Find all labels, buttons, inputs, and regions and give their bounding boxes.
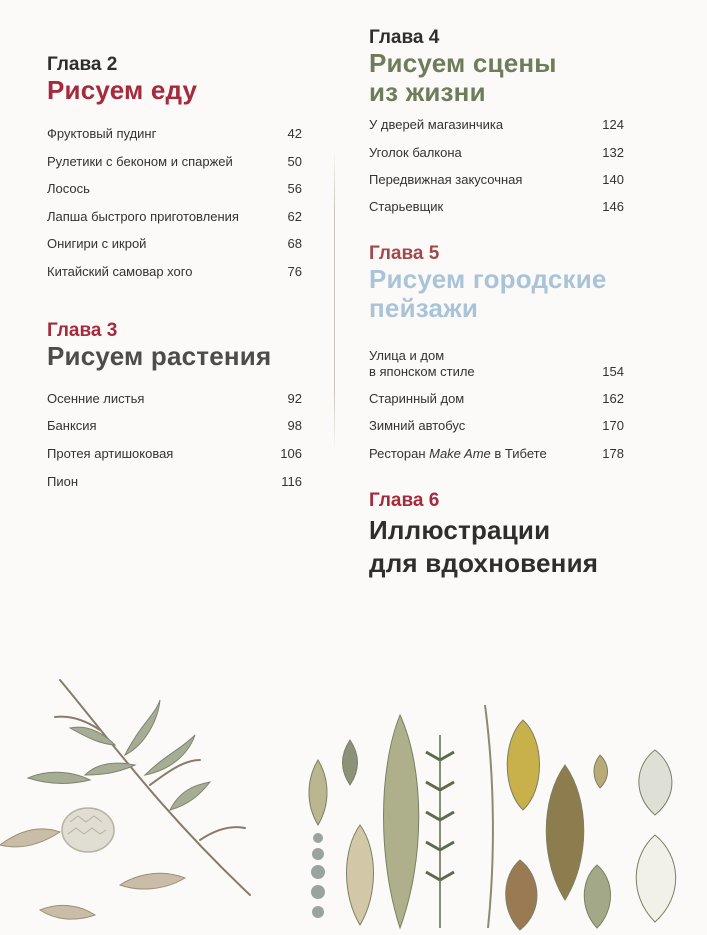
toc-entry-title-post: в Тибете <box>490 446 547 461</box>
toc-entry-title: Фруктовый пудинг <box>47 126 157 141</box>
toc-entry-title: Лосось <box>47 181 90 196</box>
chapter-2-heading <box>47 54 197 105</box>
toc-entry[interactable] <box>47 474 302 501</box>
toc-entry-page: 50 <box>287 154 302 169</box>
toc-entry[interactable] <box>47 126 302 154</box>
toc-entry-page: 154 <box>602 364 624 379</box>
toc-entry-title-line-1: Улица и дом <box>369 348 445 363</box>
toc-entry-page: 140 <box>602 172 624 187</box>
toc-entry[interactable] <box>369 348 624 391</box>
chapter-4-title-line-2: из жизни <box>369 77 486 107</box>
toc-entry-title: У дверей магазинчика <box>369 117 504 132</box>
toc-entry[interactable] <box>369 145 624 172</box>
chapter-3-title: Рисуем растения <box>47 341 272 371</box>
toc-entry-title: Уголок балкона <box>369 145 462 160</box>
toc-entry[interactable] <box>369 117 624 145</box>
toc-entry-title: Старьевщик <box>369 199 444 214</box>
toc-entry-page: 62 <box>287 209 302 224</box>
toc-entry-title: Передвижная закусочная <box>369 172 523 187</box>
toc-entry[interactable] <box>47 209 302 236</box>
leaf-row-illustration <box>309 705 676 930</box>
toc-entry-page: 162 <box>602 391 624 406</box>
toc-entry-page: 106 <box>280 446 302 461</box>
toc-entry-page: 56 <box>287 181 302 196</box>
toc-entry-title: Онигири с икрой <box>47 236 147 251</box>
botanical-illustration <box>0 660 707 935</box>
protea-illustration <box>62 808 114 852</box>
toc-entry[interactable] <box>369 418 624 446</box>
toc-entry[interactable] <box>369 199 624 226</box>
toc-entry-page: 132 <box>602 145 624 160</box>
toc-entry-page: 178 <box>602 446 624 461</box>
toc-entry-page: 42 <box>287 126 302 141</box>
toc-entry[interactable] <box>369 446 624 473</box>
chapter-5-title-line-2: пейзажи <box>369 293 479 323</box>
toc-entry-page: 98 <box>287 418 302 433</box>
seed-dots <box>311 833 325 918</box>
chapter-6-heading <box>369 490 598 578</box>
toc-entry-title: Протея артишоковая <box>47 446 174 461</box>
toc-entry-title: Зимний автобус <box>369 418 466 433</box>
toc-entry-title-line-2: в японском стиле <box>369 364 475 379</box>
branch-illustration <box>55 680 250 895</box>
chapter-5-heading <box>369 243 607 323</box>
toc-entry-title: Лапша быстрого приготовления <box>47 209 239 224</box>
toc-entry-title: Банксия <box>47 418 97 433</box>
chapter-4-label: Глава 4 <box>369 27 440 48</box>
toc-entry-page: 68 <box>287 236 302 251</box>
chapter-3-label: Глава 3 <box>47 320 118 341</box>
toc-entry[interactable] <box>369 391 624 418</box>
chapter-4-toc <box>369 117 624 226</box>
chapter-2-label: Глава 2 <box>47 54 118 75</box>
toc-entry-title: Китайский самовар хого <box>47 264 193 279</box>
chapter-4-title-line-1: Рисуем сцены <box>369 48 557 78</box>
chapter-4-heading <box>369 27 557 107</box>
toc-entry[interactable] <box>47 154 302 181</box>
toc-entry[interactable] <box>47 391 302 418</box>
toc-entry-title-pre: Ресторан <box>369 446 430 461</box>
chapter-6-title-line-1: Иллюстрации <box>369 515 551 545</box>
toc-entry-title: Рулетики с беконом и спаржей <box>47 154 233 169</box>
chapter-5-title-line-1: Рисуем городские <box>369 264 607 294</box>
chapter-5-toc <box>369 348 624 473</box>
toc-entry[interactable] <box>47 181 302 209</box>
toc-entry[interactable] <box>47 264 302 291</box>
chapter-6-label: Глава 6 <box>369 490 440 511</box>
toc-entry-title-em: Make Ame <box>429 446 491 461</box>
chapter-6-title-line-2: для вдохновения <box>369 548 599 578</box>
toc-entry[interactable] <box>47 418 302 446</box>
toc-entry[interactable] <box>47 446 302 474</box>
toc-entry-title: Старинный дом <box>369 391 465 406</box>
toc-entry-page: 170 <box>602 418 624 433</box>
chapter-2-title: Рисуем еду <box>47 75 198 105</box>
chapter-3-toc <box>47 391 302 501</box>
toc-entry-page: 76 <box>287 264 302 279</box>
toc-entry-page: 124 <box>602 117 624 132</box>
toc-entry-page: 116 <box>281 474 302 489</box>
toc-entry[interactable] <box>369 172 624 199</box>
toc-entry-page: 92 <box>287 391 302 406</box>
chapter-2-toc <box>47 126 302 291</box>
toc-entry-title: Пион <box>47 474 79 489</box>
toc-entry[interactable] <box>47 236 302 264</box>
chapter-5-label: Глава 5 <box>369 243 440 264</box>
column-divider <box>334 150 335 450</box>
toc-entry-page: 146 <box>602 199 624 214</box>
toc-entry-title: Осенние листья <box>47 391 145 406</box>
chapter-3-heading <box>47 320 271 371</box>
